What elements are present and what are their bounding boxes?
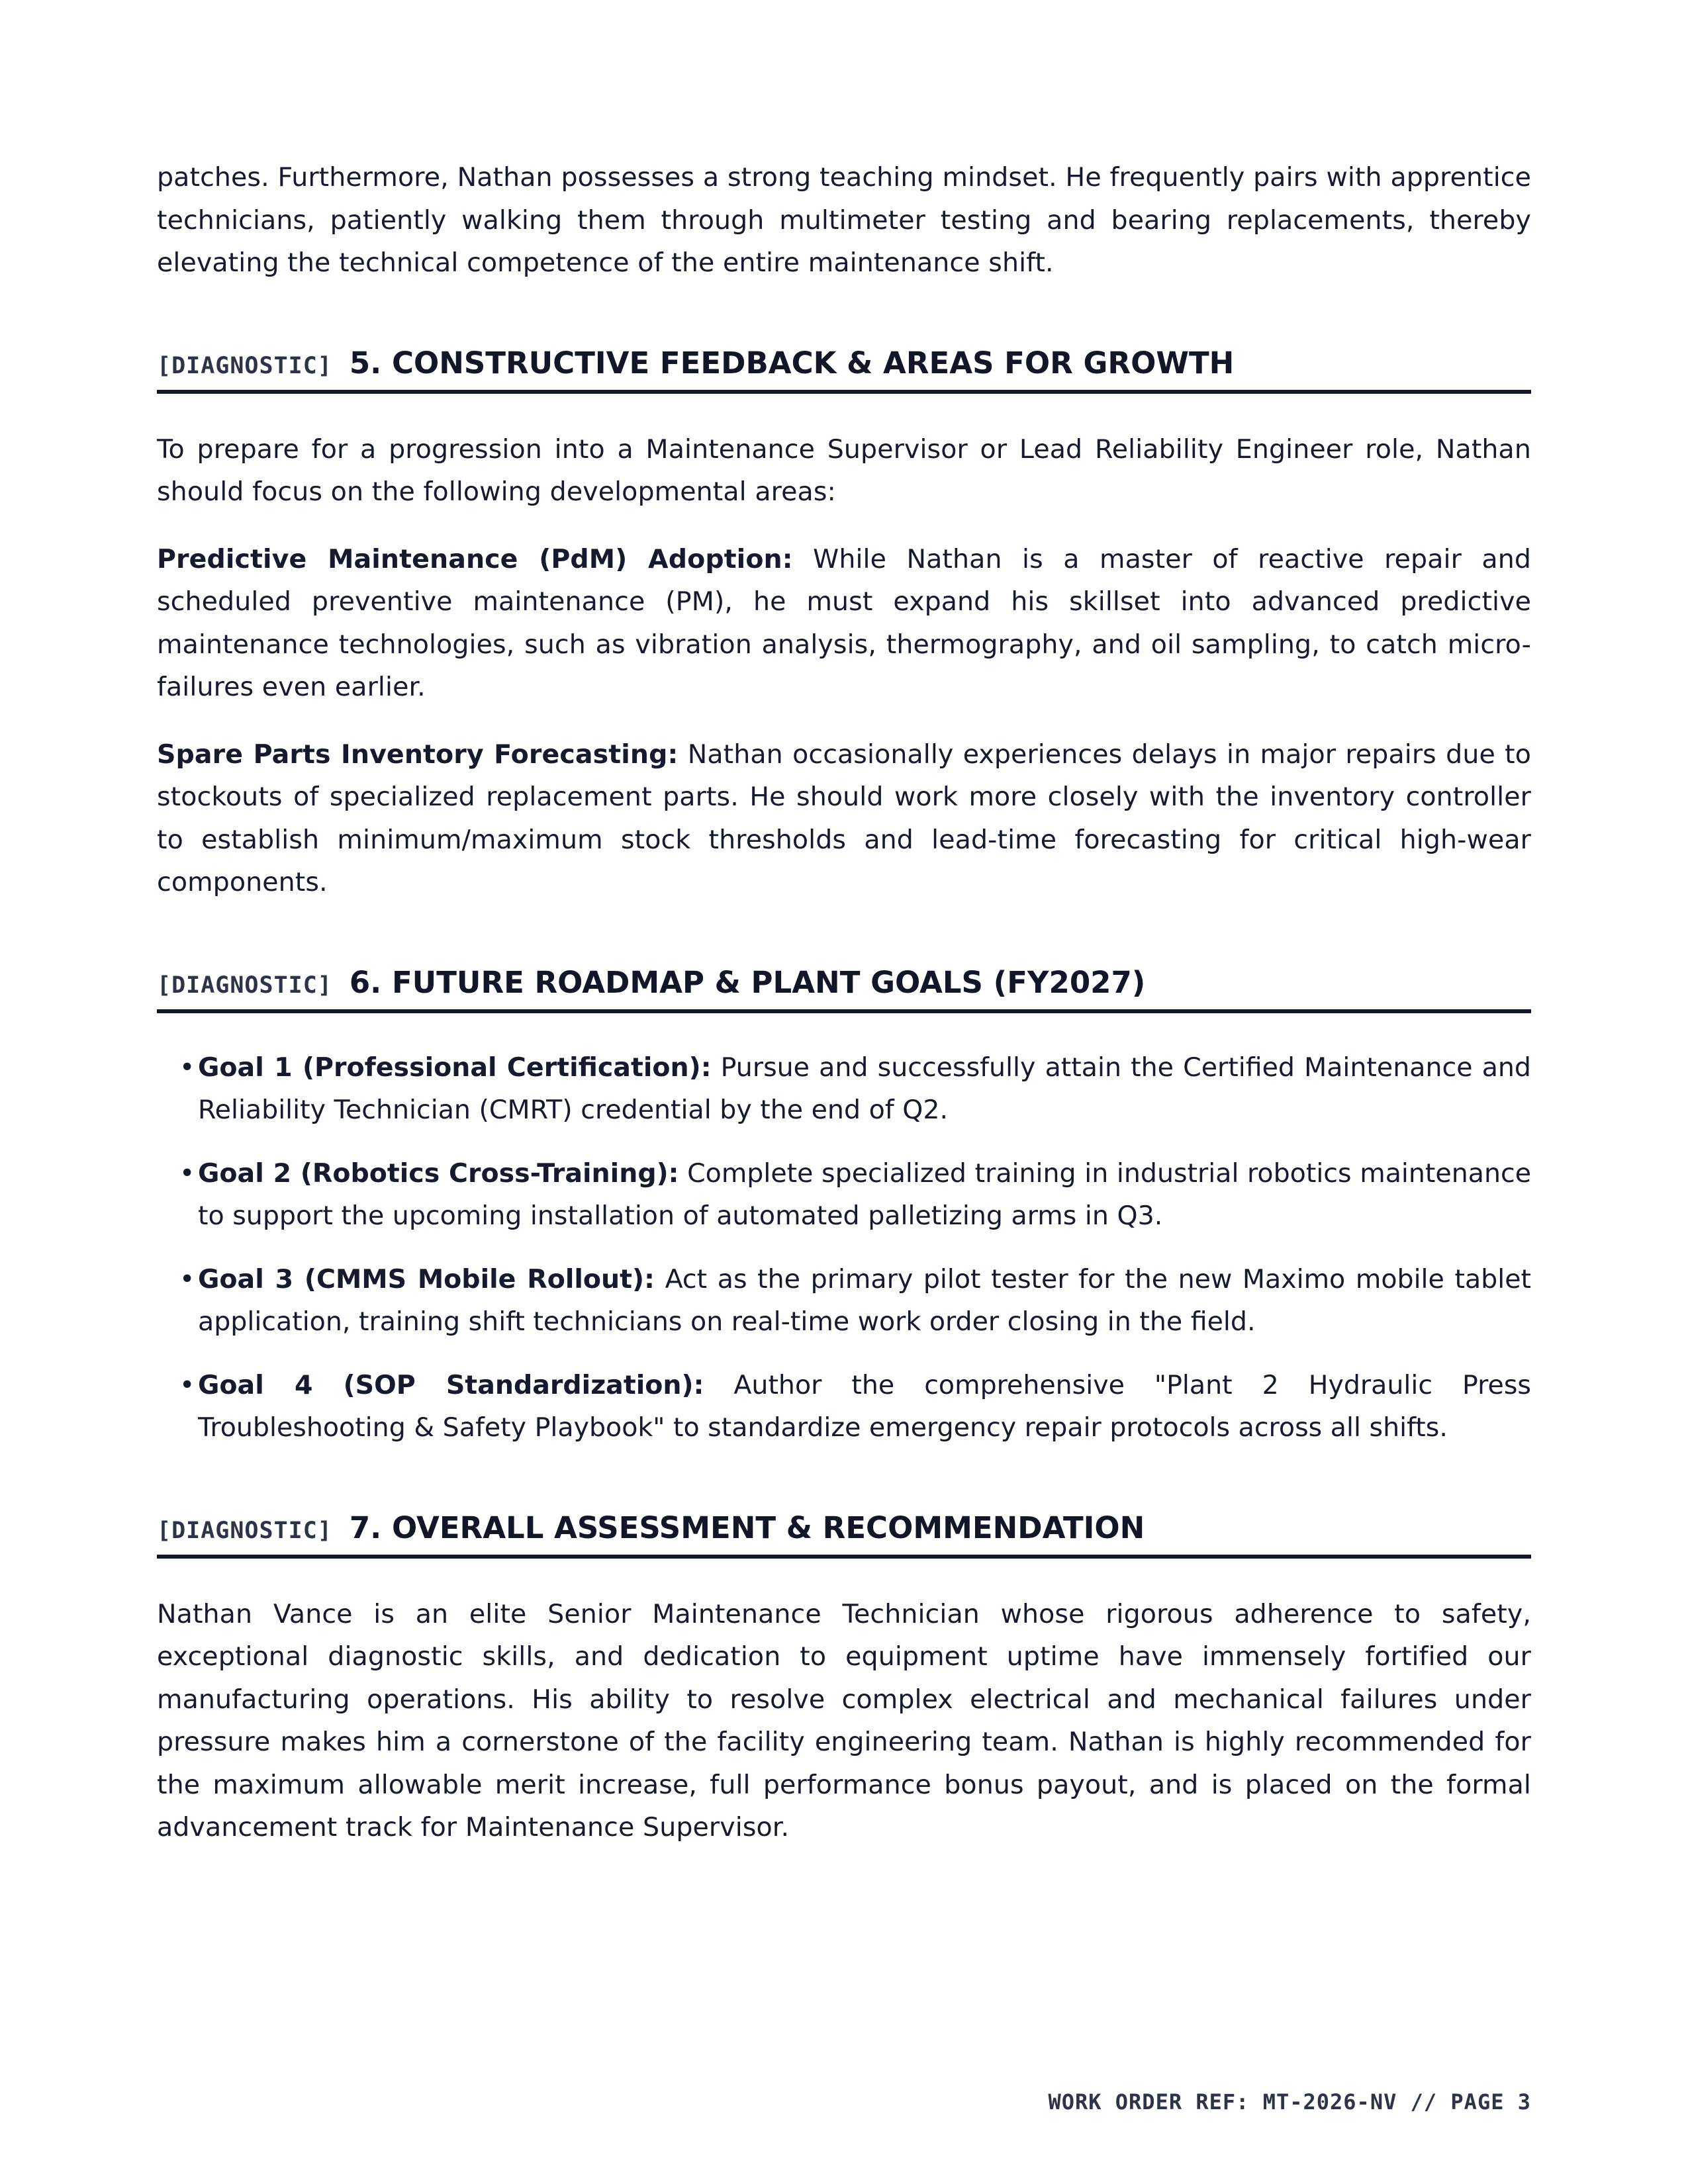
continued-paragraph: patches. Furthermore, Nathan possesses a strong teaching mindset. He frequently pairs with apprentice technicians, patiently walking them through multimeter testing and bearing replacements, thereby elevating the technical competence of the entire maintenance shift. (157, 162, 1531, 278)
feedback-item (157, 538, 1531, 709)
goals-list (157, 1046, 1531, 1449)
goal-label: Goal 1 (Professional Certification): (198, 1052, 712, 1083)
feedback-item-label: Predictive Maintenance (PdM) Adoption: (157, 543, 793, 574)
section-6-tag: [DIAGNOSTIC] (157, 972, 332, 999)
goal-item (157, 1152, 1531, 1238)
goal-text: Author the comprehensive "Plant 2 Hydraulic Press Troubleshooting & Safety Playbook" to standardize emergency repair protocols across all shifts. (198, 1369, 1532, 1443)
assessment-paragraph: Nathan Vance is an elite Senior Maintenance Technician whose rigorous adherence to safety, exceptional diagnostic skills, and dedication to equipment uptime have immensely fortified our manufacturing operations. His ability to resolve complex electrical and mechanical failures under pressure makes him a cornerstone of the facility engineering team. Nathan is highly recommended for the maximum allowable merit increase, full performance bonus payout, and is placed on the formal advancement track for Maintenance Supervisor. (157, 1598, 1531, 1843)
feedback-item-text: Nathan occasionally experiences delays in major repairs due to stockouts of specialized replacement parts. He should work more closely with the inventory controller to establish minimum/maximum stock thresholds and lead-time forecasting for critical high-wear components. (157, 739, 1532, 897)
bullet-icon: • (179, 1369, 195, 1400)
feedback-item (157, 733, 1531, 904)
page-footer: WORK ORDER REF: MT-2026-NV // PAGE 3 (1048, 2089, 1531, 2115)
section-5-tag: [DIAGNOSTIC] (157, 352, 332, 379)
bullet-icon: • (179, 1158, 195, 1189)
goal-item (157, 1258, 1531, 1343)
section-7-header (157, 1510, 1531, 1559)
feedback-item-label: Spare Parts Inventory Forecasting: (157, 739, 679, 770)
feedback-item-text: While Nathan is a master of reactive repair and scheduled preventive maintenance (PM), he must expand his skillset into advanced predictive maintenance technologies, such as vibration analysis, thermography, and oil sampling, to catch micro-failures even earlier. (157, 543, 1532, 702)
section-5-header (157, 345, 1531, 394)
goal-text: Act as the primary pilot tester for the new Maximo mobile tablet application, training shift technicians on real-time work order closing in the field. (198, 1263, 1531, 1337)
section-7-title: 7. OVERALL ASSESSMENT & RECOMMENDATION (349, 1510, 1145, 1545)
section-5-title: 5. CONSTRUCTIVE FEEDBACK & AREAS FOR GROWTH (349, 345, 1235, 381)
document-page (157, 156, 1531, 1849)
goal-label: Goal 3 (CMMS Mobile Rollout): (198, 1263, 655, 1295)
goal-text: Complete specialized training in industrial robotics maintenance to support the upcoming installation of automated palletizing arms in Q3. (198, 1158, 1531, 1231)
section-6-header (157, 965, 1531, 1013)
bullet-icon: • (179, 1263, 195, 1295)
bullet-icon: • (179, 1052, 195, 1083)
goal-item (157, 1364, 1531, 1449)
goal-label: Goal 2 (Robotics Cross-Training): (198, 1158, 679, 1189)
section-5-intro: To prepare for a progression into a Maintenance Supervisor or Lead Reliability Engineer role, Nathan should focus on the following developmental areas: (157, 433, 1531, 507)
goal-item (157, 1046, 1531, 1132)
section-6-title: 6. FUTURE ROADMAP & PLANT GOALS (FY2027) (349, 964, 1146, 1000)
goal-text: Pursue and successfully attain the Certified Maintenance and Reliability Technician (CMRT) credential by the end of Q2. (198, 1052, 1532, 1125)
goal-label: Goal 4 (SOP Standardization): (198, 1369, 704, 1400)
section-7-tag: [DIAGNOSTIC] (157, 1517, 332, 1544)
